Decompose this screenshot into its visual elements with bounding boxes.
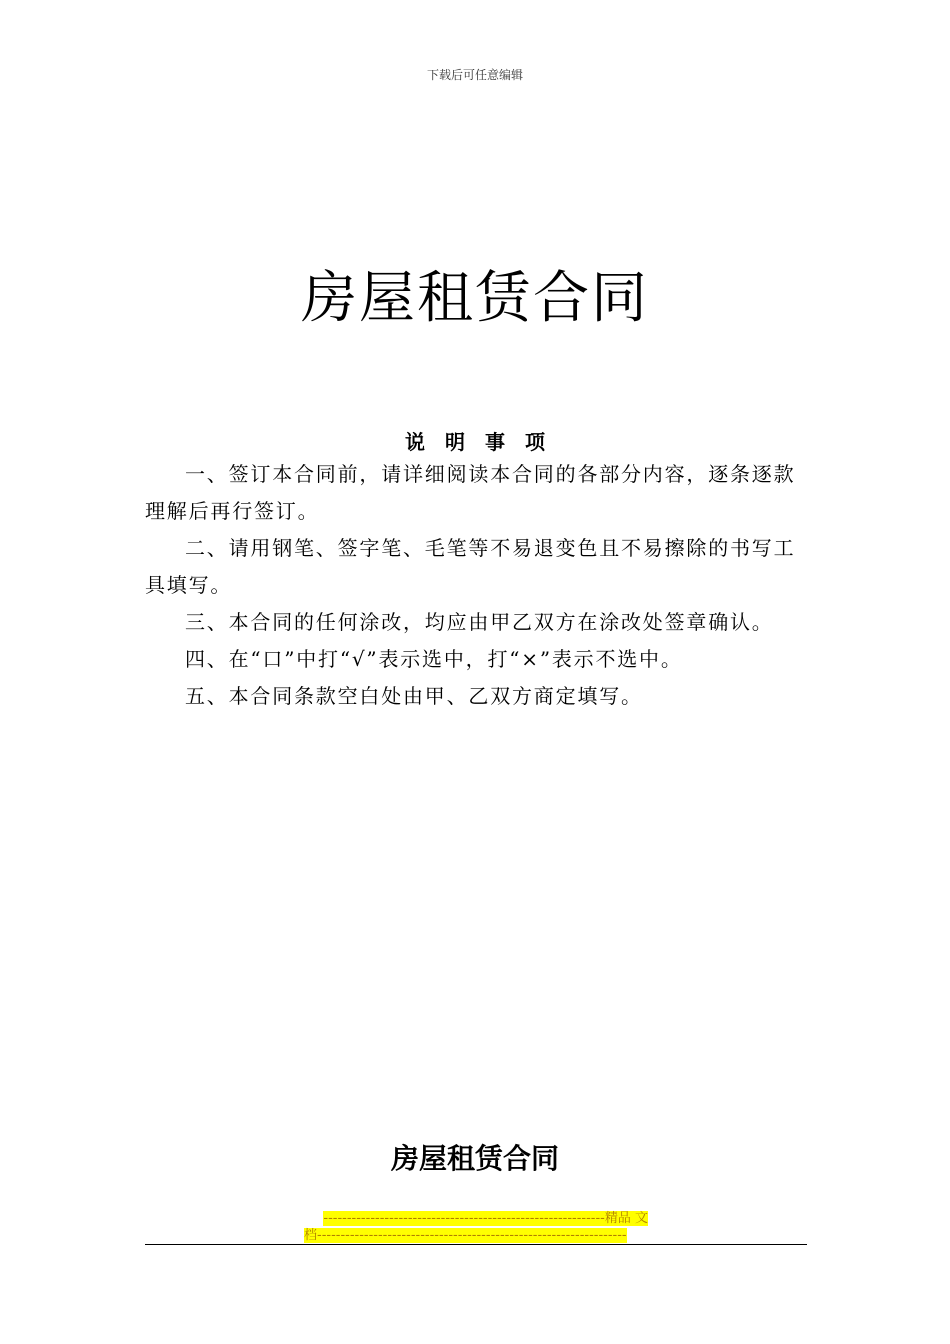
note-item-5: 五、本合同条款空白处由甲、乙双方商定填写。 — [185, 684, 643, 708]
note-item-3: 三、本合同的任何涂改，均应由甲乙双方在涂改处签章确认。 — [185, 610, 774, 634]
contract-subtitle: 房屋租赁合同 — [390, 1142, 559, 1175]
header-note: 下载后可任意编辑 — [426, 68, 523, 82]
watermark-line-1: ------------------------------------------------------------精品 文 — [323, 1211, 648, 1226]
footer-watermark — [304, 1210, 648, 1244]
notes-heading: 说明事项 — [405, 430, 565, 454]
notes-list — [145, 456, 807, 715]
note-item-2: 二、请用钢笔、签字笔、毛笔等不易退变色且不易擦除的书写工具填写。 — [145, 536, 796, 597]
footer-divider — [145, 1244, 807, 1245]
watermark-line-2: 档------------------------------------------------------------------ — [304, 1228, 627, 1243]
note-item-1: 一、签订本合同前，请详细阅读本合同的各部分内容，逐条逐款理解后再行签订。 — [145, 462, 796, 523]
note-item-4: 四、在“口”中打“√”表示选中，打“×”表示不选中。 — [185, 647, 683, 671]
document-title: 房屋租赁合同 — [301, 266, 649, 331]
